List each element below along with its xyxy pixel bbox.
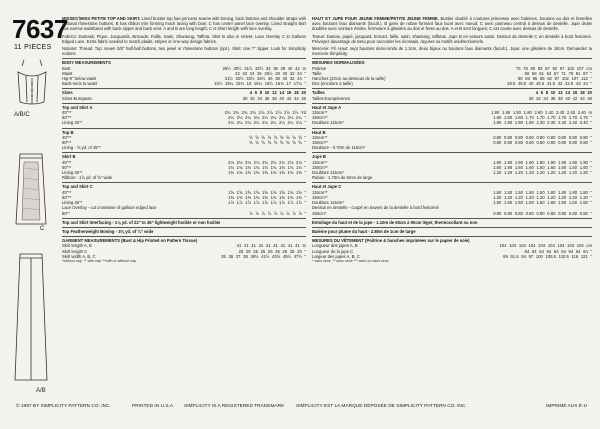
- table-row: [62, 81, 306, 86]
- table-row: [312, 120, 592, 125]
- row-label: Hanches (23cm au-dessous de la taille): [312, 76, 386, 82]
- garment-illustrations: [10, 58, 54, 388]
- row-label: Tailles: [312, 90, 325, 96]
- row-label: 150cm**: [312, 194, 328, 200]
- row-label: 150cm**: [312, 115, 328, 121]
- short-skirt-drawing: [16, 154, 46, 224]
- row-label: Top Featherweight Boning - 3⅜ yd. of ¼" wide: [62, 228, 154, 234]
- table-section-row: [62, 58, 306, 65]
- row-label: 115cm**: [312, 134, 328, 140]
- row-values: 30 32 34 36 38 40 42 44 46: [242, 95, 306, 101]
- footer-trademark: SIMPLICITY IS A REGISTERED TRADEMARK: [184, 404, 285, 409]
- table-section-row: [62, 218, 306, 225]
- row-label: Poitrine: [312, 65, 327, 71]
- row-label: Lace Overlay - cut crosswise of galloon edged lace: [62, 205, 157, 211]
- row-values: 1.50 1.50 1.50 1.50 1.60 1.60 1.60 1.60 1.60 ": [493, 200, 592, 206]
- row-label: 150cm**: [312, 164, 328, 170]
- table-row: [312, 211, 592, 216]
- table-section-row: [62, 182, 306, 189]
- row-values: 2⅛ 2⅛ 2⅛ 2⅛ 2⅛ 2⅛ 2⅛ 2⅛ 2⅛ ": [228, 159, 306, 165]
- row-values: 1.90 1.90 1.90 1.90 2.60 2.40 2.40 2.40 2.40 m: [491, 110, 592, 116]
- table-row: [312, 96, 592, 101]
- row-label: 60"**: [62, 115, 72, 121]
- english-fabrics: Fabrics: Damask, Pique, Jacquards, Brocade, Faille, Satin, Shantung, Taffeta. Skirt B also in Velvet. Lace Overlay C in Galloon Edged Lace. Extra fabric needed to match plaids, stripes or one-way design fabrics.: [62, 33, 306, 44]
- table-section-row: [312, 88, 592, 95]
- row-values: 56 58 61 64 67 71 76 81 87 ": [524, 70, 592, 76]
- footer-printed: PRINTED IN U.S.A.: [132, 404, 175, 409]
- english-title: MISSES'/MISS PETITE TOP AND SKIRT.: [62, 16, 141, 21]
- row-values: 39.5 39.5 40 40.5 41.5 42 42.5 43 44 ": [507, 81, 592, 87]
- row-label: Largeur des jupes A, B, C: [312, 253, 360, 259]
- figure-label-top: A/B/C: [14, 112, 30, 118]
- row-label: Doublure 115cm*: [312, 170, 345, 176]
- row-label: Dessus en dentelle - coupé en travers de la dentelle à bord festonné: [312, 205, 439, 211]
- figure-label-skirt-ab: A/B: [36, 388, 46, 394]
- row-values: 1.90 1.90 1.90 1.90 1.90 1.90 1.90 1.90 1.90 ": [493, 159, 592, 165]
- row-values: 1⅝ 1⅝ 1⅝ 1⅝ 1⅝ 1⅝ 1⅝ 1⅝ 1⅝ ": [228, 189, 306, 195]
- row-values: ⅝ ⅝ ⅝ ⅝ ⅝ ⅝ ⅝ ⅝ ⅝ ": [249, 134, 306, 140]
- figure-label-skirt-c: C: [40, 226, 45, 232]
- bustier-top-drawing: [18, 60, 46, 104]
- english-footnote: *without nap. ** with nap ***with or without nap: [62, 258, 137, 263]
- row-values: 2¾ 2¾ 2¾ 2¾ 2⅞ 2⅞ 2⅞ 2⅞ 2⅞ Yd: [224, 110, 306, 116]
- row-label: Longueur des jupes A, B: [312, 243, 358, 249]
- footer-trademark-fr: SIMPLICITY EST LA MARQUE DÉPOSÉE DE SIMPLICITY PATTERN CO. INC.: [296, 404, 467, 409]
- table-section-row: [312, 227, 592, 234]
- row-values: 1⅜ 1⅜ 1⅜ 1⅜ 1⅜ 1⅜ 1⅜ 1⅜ 1⅜ ": [228, 194, 306, 200]
- table-section-row: [312, 128, 592, 135]
- french-fabrics: Tissus: Damas, piqué, jacquard, brocart, faille, satin, shantung, taffetas. Jupe B en velours aussi. Dessus de dentelle C en dentelle à bord festonné. Prévoyez davantage de tissu pour raccorder les écossais, rayures ou motifs unidirectionnels.: [312, 33, 592, 44]
- french-footnote: * sans sens. ** avec sens *** avec ou sans sens: [312, 258, 389, 263]
- row-label: 45"**: [62, 159, 72, 165]
- pieces-count: 11 PIECES: [14, 44, 52, 51]
- row-label: Skirt width A, B, C: [62, 253, 96, 259]
- row-values: 64 64 64 64 64 64 64 64 64 ": [524, 248, 592, 254]
- row-label: 150cm**: [312, 140, 328, 146]
- row-label: Doublure 115cm*: [312, 120, 345, 126]
- english-intro-text: Lined bustier top has princess seams with boning, back buttons and shoulder straps with optional rhinestone buttons. B has ribbon trim forming mock lacing with bow; C has center panel lace overlay. Lined straight skirt has narrow waistband with back zipper and back vent. A and B are long length; C is short length with lace overlay.: [62, 16, 306, 32]
- row-values: 1⅞ 1⅞ 1⅞ 1⅞ 1⅞ 1⅞ 1⅞ 1⅞ 1⅞ ": [228, 200, 306, 206]
- table-section-row: [312, 218, 592, 225]
- row-label: 45"**: [62, 189, 72, 195]
- row-label: Haut B: [312, 129, 326, 135]
- row-label: 60"**: [62, 140, 72, 146]
- table-row: [312, 145, 592, 150]
- row-values: 0.80 0.80 0.80 0.80 0.80 0.80 0.80 0.80 0.80 ": [493, 210, 592, 216]
- row-label: Top B: [62, 129, 74, 135]
- row-label: Jupe B: [312, 154, 326, 160]
- table-section-row: [312, 152, 592, 159]
- row-values: 2¼ 2¼ 2¼ 2¼ 2¼ 2¼ 2¼ 2¼ 2¼ ": [228, 115, 306, 121]
- footer-copyright: © 1997 BY SIMPLICITY PATTERN CO. INC.: [16, 404, 111, 409]
- row-label: MESURES DU VÊTEMENT (Poitrine & hanches imprimées sur le papier de soie): [312, 238, 470, 244]
- english-notions: Notions: Thread. Top: seven 3/8" half-ball buttons, two jewel or rhinestone buttons (opt.). Skirt: one 7" zipper. Look for Simplicity notions.: [62, 46, 306, 57]
- table-row: [62, 96, 306, 101]
- row-label: Dos (encolure à taille): [312, 81, 353, 87]
- row-label: 60"**: [62, 194, 72, 200]
- row-label: Longueur de la jupe C: [312, 248, 354, 254]
- row-values: 25 25 25 25 25 25 25 25 25 ": [238, 248, 306, 254]
- row-label: Baleine pour plume du haut - 2.80m de 1cm de large: [312, 228, 416, 234]
- row-label: Skirt length A, B: [62, 243, 92, 249]
- row-label: 115cm**: [312, 189, 328, 195]
- row-label: 115cm**: [312, 159, 328, 165]
- row-label: Tailles-Européennes: [312, 95, 350, 101]
- table-row: [312, 175, 592, 180]
- row-label: 60"*: [62, 210, 70, 216]
- row-values: 80 83 85 88 92 97 102 107 112 ": [517, 76, 592, 82]
- table-row: [62, 120, 306, 125]
- row-values: 1¾ 1¾ 1¾ 1¾ 1¾ 1¾ 1¾ 1¾ 1¾ ": [228, 164, 306, 170]
- row-label: 45"**: [62, 134, 72, 140]
- row-label: Lining 45"*: [62, 120, 83, 126]
- row-values: 41 41 41 41 41 41 41 41 41 In: [236, 243, 306, 249]
- row-values: 1⅜ 1⅜ 1⅜ 1⅜ 1⅜ 1⅜ 1⅜ 1⅜ 1⅜ ": [228, 170, 306, 176]
- table-section-row: [312, 236, 592, 243]
- row-label: 150cm*: [312, 210, 327, 216]
- row-values: 1.90 1.90 1.90 1.90 2.30 2.30 2.40 2.40 2.40 ": [493, 120, 592, 126]
- pattern-number: 7637: [12, 14, 68, 44]
- french-yardage-table: [312, 58, 592, 259]
- row-label: 115cm**: [312, 110, 328, 116]
- row-values: 15½ 15¾ 15¾ 16 16¼ 16½ 16¾ 17 17¼ ": [214, 81, 306, 87]
- footer-printed-fr: IMPRIMÉ AUX É-U: [546, 404, 588, 409]
- row-values: 75 78 80 83 87 92 97 102 107 cm: [515, 65, 592, 71]
- english-intro: [62, 16, 306, 32]
- row-label: Doublure 115cm*: [312, 200, 345, 206]
- row-values: 2¼ 2¼ 2¼ 2¼ 2¼ 2¼ 2¼ 2¼ 2¼ ": [228, 120, 306, 126]
- row-label: Top and Skirt C: [62, 184, 93, 190]
- row-values: 1.20 1.20 1.20 1.20 1.20 1.20 1.20 1.20 1.20 ": [493, 194, 592, 200]
- english-instructions: [62, 16, 306, 264]
- row-label: Waist: [62, 70, 73, 76]
- row-values: 29½ 30½ 31½ 32½ 34 36 38 40 42 In: [222, 65, 306, 71]
- french-intro-text: Bustier doublé à coutures princesse avec baleines, boutons au dos et bretelles avec boutons faux diamants (facult.). B garni de ruban formant faux lacet avec noeud; C avec panneau central à dessus de dentelle. Jupe droite doublée avec ceinture étroite, fermeture à glissière au dos et fente au dos. A et B sont longues; C est courte avec dessus de dentelle.: [312, 16, 592, 32]
- row-values: 31½ 32½ 33½ 34½ 36 38 40 42 44 ": [224, 76, 306, 82]
- row-label: Haut et Jupe C: [312, 184, 342, 190]
- row-values: 4 6 8 10 12 14 16 18 20: [249, 90, 306, 96]
- row-label: Bust: [62, 65, 71, 71]
- long-skirt-drawing: [15, 254, 47, 380]
- table-row: [62, 175, 306, 180]
- row-label: GARMENT MEASUREMENTS (Bust & Hip Printed on Pattern Tissue): [62, 238, 198, 244]
- row-label: Haut et Jupe A: [312, 104, 342, 110]
- row-label: Doublure - 0.70m de 115cm*: [312, 145, 366, 151]
- row-values: 1.60 1.60 1.60 1.70 1.70 1.70 1.70 1.70 1.70 ": [493, 115, 592, 121]
- row-values: 1.60 1.60 1.60 1.60 1.60 1.60 1.60 1.60 1.60 ": [493, 164, 592, 170]
- row-label: Sizes-European: [62, 95, 92, 101]
- row-label: Back-neck to waist: [62, 81, 97, 87]
- row-label: 45"**: [62, 110, 72, 116]
- row-values: 0.80 0.80 0.80 0.80 0.80 0.80 0.80 0.80 0.80 ": [493, 134, 592, 140]
- table-section-row: [62, 152, 306, 159]
- row-label: Skirt length C: [62, 248, 88, 254]
- table-section-row: [62, 236, 306, 243]
- row-values: 4 6 8 10 12 14 16 18 20: [535, 90, 592, 96]
- row-label: Lining 45"*: [62, 200, 83, 206]
- row-label: Hip-9" below waist: [62, 76, 97, 82]
- table-section-row: [312, 58, 592, 65]
- table-section-row: [62, 128, 306, 135]
- french-intro: [312, 16, 592, 32]
- row-label: Sizes: [62, 90, 73, 96]
- row-label: Ribbon - 1⅞ yd. of ⅝" wide: [62, 175, 113, 181]
- table-row: [62, 211, 306, 216]
- table-section-row: [312, 103, 592, 110]
- row-values: ⅝ ⅝ ⅝ ⅝ ⅝ ⅝ ⅝ ⅝ ⅝ ": [249, 140, 306, 146]
- french-title: HAUT ET JUPE POUR JEUNE FEMME/PETITE JEUNE FEMME.: [312, 16, 439, 21]
- row-label: Skirt B: [62, 154, 76, 160]
- row-values: 35 36 37 38 39½ 41½ 43½ 45½ 47½ ": [221, 253, 306, 259]
- row-label: BODY MEASUREMENTS: [62, 60, 111, 66]
- english-yardage-table: [62, 58, 306, 259]
- row-label: Top and Skirt A: [62, 104, 93, 110]
- table-row: [312, 81, 592, 86]
- row-values: 1.50 1.50 1.50 1.50 1.50 1.80 1.80 1.80 1.80 ": [493, 189, 592, 195]
- row-values: 104 104 104 104 104 104 104 104 104 cm: [499, 243, 592, 249]
- row-label: 60"**: [62, 164, 72, 170]
- row-label: Lining - ⅝ yd. of 45"*: [62, 145, 101, 151]
- table-section-row: [312, 182, 592, 189]
- french-notions: Mercerie: Fil. Haut: sept boutons demi-ronds de 1.3cm, deux bijoux ou boutons faux diamants (facult.). Jupe: une glissière de 18cm. Demandez la mercerie Simplicity.: [312, 46, 592, 57]
- row-values: 1.20 1.20 1.20 1.20 1.20 1.20 1.20 1.20 1.20 ": [493, 170, 592, 176]
- row-label: Top and Skirt Interfacing - 1⅛ yd. of 22" to 36" lightweight fusible or non fusible: [62, 219, 221, 225]
- table-section-row: [62, 227, 306, 234]
- row-label: Lining 45"*: [62, 170, 83, 176]
- french-instructions: [312, 16, 592, 264]
- row-values: ⅞ ⅞ ⅞ ⅞ ⅞ ⅞ ⅞ ⅞ ⅞ ": [249, 210, 306, 216]
- row-values: 30 32 34 36 38 40 42 44 46: [528, 95, 592, 101]
- table-section-row: [62, 88, 306, 95]
- row-values: 89 91.5 94 97 100 105.5 110.5 116 121 ": [503, 253, 592, 259]
- row-values: 22 23 24 25 26½ 28 30 32 34 ": [235, 70, 306, 76]
- row-label: Taille: [312, 70, 322, 76]
- table-section-row: [62, 103, 306, 110]
- row-values: 0.80 0.80 0.80 0.80 0.80 0.80 0.80 0.80 0.80 ": [493, 140, 592, 146]
- table-row: [62, 145, 306, 150]
- row-label: MESURES NORMALISÉES: [312, 60, 365, 66]
- row-label: Entoilage du haut et de la jupe - 1.10m de 55cm à 90cm léger, thermocollant ou non: [312, 219, 478, 225]
- row-label: Ruban - 1.70m de 6mm de large: [312, 175, 373, 181]
